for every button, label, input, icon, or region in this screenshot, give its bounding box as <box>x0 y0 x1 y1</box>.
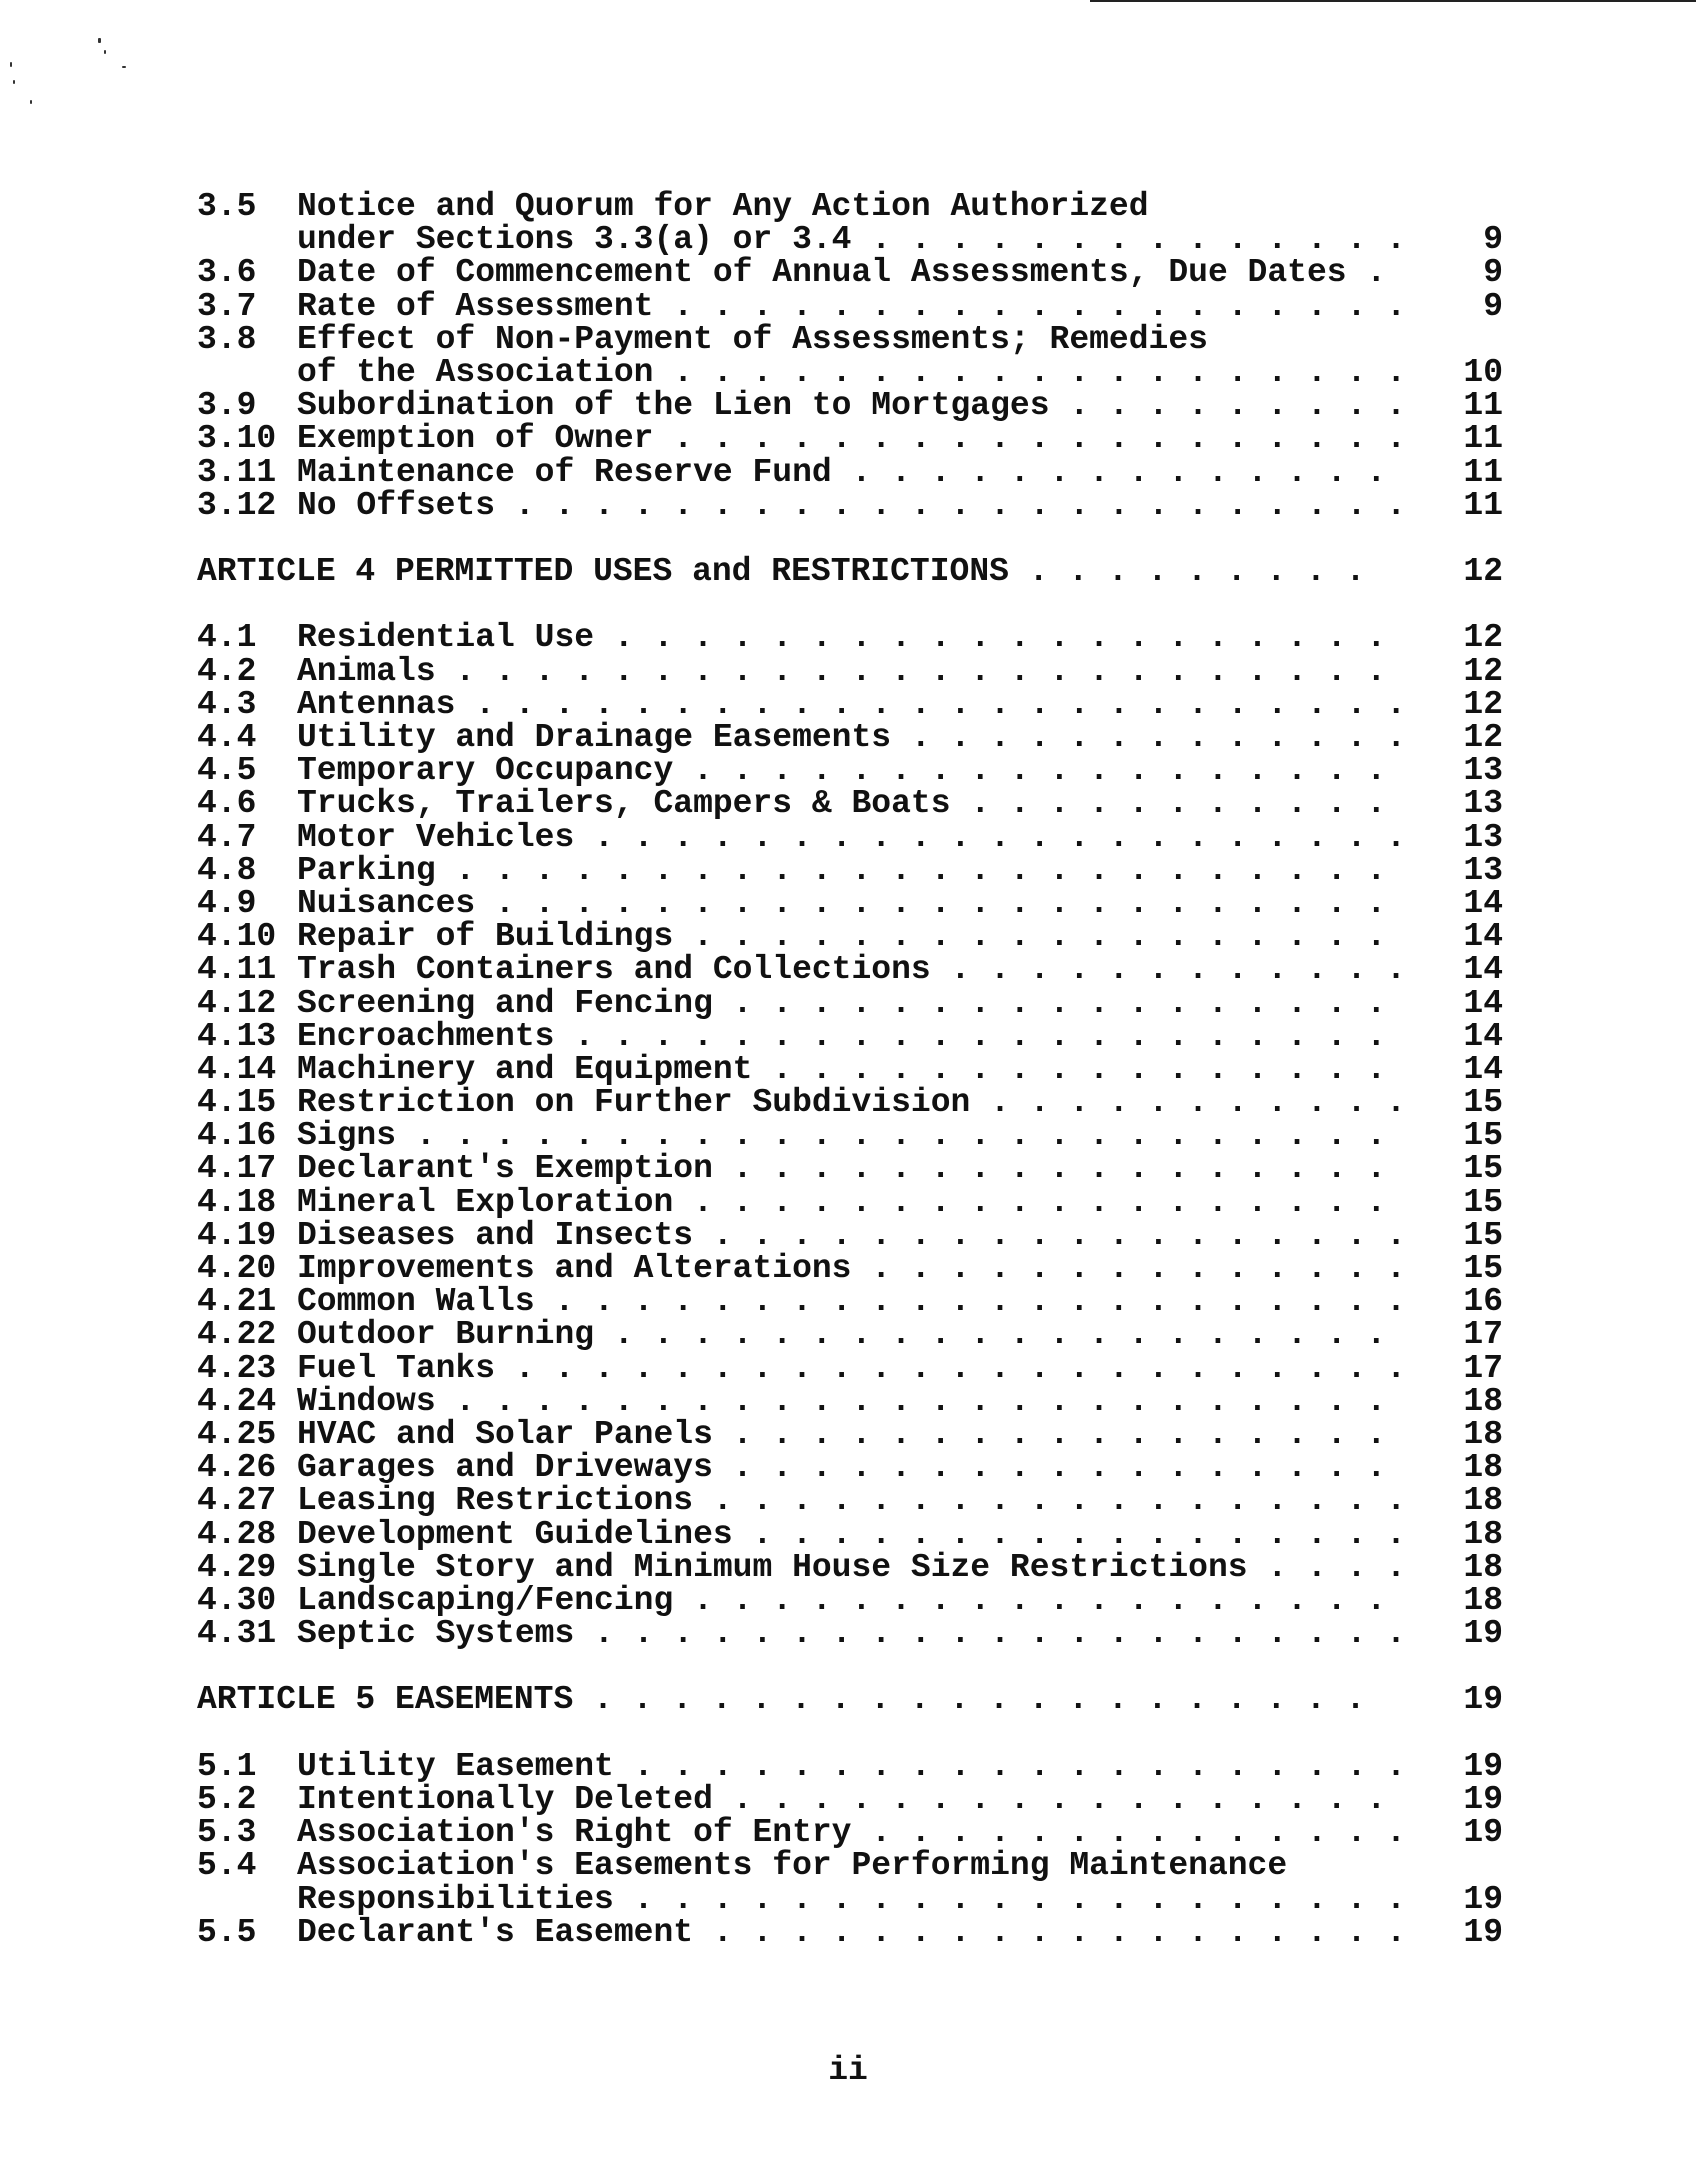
page-reference: 14 <box>1433 1020 1503 1053</box>
section-title-text: Landscaping/Fencing <box>297 1583 674 1618</box>
dot-leader: . . . . . . . . . . . . . . . . . . . . <box>613 1882 1406 1916</box>
dot-leader: . . . . . . . . . . . . . . . . . . . . . <box>574 820 1406 854</box>
section-title <box>297 953 1503 986</box>
page-reference: 17 <box>1433 1352 1503 1385</box>
section-title-text: Motor Vehicles <box>297 820 575 854</box>
section-title-text: Trash Containers and Collections <box>297 953 931 987</box>
section-title-text: Responsibilities <box>297 1882 614 1916</box>
dot-leader: . . . . . . . . . . . . . . <box>851 1816 1406 1850</box>
scan-speck <box>98 38 101 43</box>
section-title-text: Screening and Fencing <box>297 986 713 1020</box>
page-reference: 14 <box>1433 987 1503 1020</box>
dot-leader: . . . . . . . . . <box>1008 555 1366 589</box>
toc-entry-3-5 <box>197 190 1503 223</box>
toc-entry-5-5 <box>197 1916 1503 1949</box>
dot-leader: . . . . . . . . . . . . . . . . . . . . . . . . . <box>396 1119 1387 1153</box>
page-reference: 18 <box>1433 1551 1503 1584</box>
page-reference: 19 <box>1433 1683 1503 1716</box>
section-title-text: Encroachments <box>297 1019 555 1053</box>
scan-edge-line <box>1090 0 1696 2</box>
section-number: 4.29 <box>197 1550 277 1584</box>
section-title <box>297 987 1503 1020</box>
section-title <box>297 290 1503 323</box>
section-title-text: Animals <box>297 654 436 688</box>
dot-leader: . . . . . . . . . . . . . . . . . <box>712 1451 1387 1485</box>
page-reference: 12 <box>1433 688 1503 721</box>
section-number: 4.3 <box>197 687 257 721</box>
section-number: 5.5 <box>197 1915 257 1949</box>
dot-leader: . . . . . . . . . . . . . . . . . . <box>673 1583 1387 1618</box>
section-number: 4.13 <box>197 1019 277 1053</box>
page-reference: 15 <box>1433 1219 1503 1252</box>
section-number: 3.5 <box>197 190 257 224</box>
section-number: 5.2 <box>197 1783 257 1817</box>
section-title-text: Utility and Drainage Easements <box>297 721 892 755</box>
dot-leader: . . . . . . . . . . . . . . . . . . . . . . . <box>475 886 1387 921</box>
toc-entry-4-31 <box>197 1617 1503 1650</box>
section-title-text: under Sections 3.3(a) or 3.4 <box>297 223 852 257</box>
page-reference: 10 <box>1433 356 1503 389</box>
dot-leader: . . . . . . . . . . . . . . . . . . . <box>653 289 1406 323</box>
section-title <box>297 887 1503 920</box>
page-reference: 18 <box>1433 1385 1503 1418</box>
section-title <box>297 1119 1503 1152</box>
page-reference: 11 <box>1433 456 1503 489</box>
dot-leader: . . . . . . . . . . . . . . . . . . . . <box>594 621 1387 655</box>
page-reference: 18 <box>1433 1451 1503 1484</box>
section-title <box>297 821 1503 854</box>
dot-leader: . . . . . . . . . . . . . . <box>851 1252 1406 1286</box>
article-title <box>197 1683 1503 1716</box>
dot-leader: . . . . . . . . . . . . . . . . . <box>712 1417 1387 1452</box>
toc-entry-4-29 <box>197 1551 1503 1584</box>
section-number: 4.18 <box>197 1185 277 1219</box>
spacer <box>197 522 1503 555</box>
toc-entry-3-11 <box>197 456 1503 489</box>
toc-entry-5-2 <box>197 1783 1503 1816</box>
page-reference: 16 <box>1433 1285 1503 1318</box>
section-number: 5.3 <box>197 1816 257 1850</box>
toc-entry-5-4 <box>197 1883 1503 1916</box>
page-reference: 18 <box>1433 1518 1503 1551</box>
section-title <box>297 1484 1503 1517</box>
section-title <box>297 223 1503 256</box>
section-title-text: Fuel Tanks <box>297 1351 496 1385</box>
dot-leader: . . . . . . . . . . . . . . . . . . . . . . . <box>495 1351 1406 1385</box>
toc-entry-4-13 <box>197 1020 1503 1053</box>
section-title-text: Parking <box>297 853 436 887</box>
toc-entry-4-8 <box>197 854 1503 887</box>
section-title-text: Leasing Restrictions <box>297 1484 694 1518</box>
toc-entry-4-11 <box>197 953 1503 986</box>
dot-leader: . . . . . . . . . . . . . . <box>851 223 1406 257</box>
toc-entry-4-25 <box>197 1418 1503 1451</box>
toc-entry-4-23 <box>197 1352 1503 1385</box>
dot-leader: . . . . . . . . . . . . . . . . . . . . . <box>554 1019 1387 1053</box>
dot-leader: . <box>1346 256 1387 290</box>
toc-entry-3-9 <box>197 389 1503 422</box>
dot-leader: . . . . . . . . . . . . . . . . . <box>712 986 1387 1020</box>
page-reference: 9 <box>1433 256 1503 289</box>
section-number: 5.1 <box>197 1749 257 1783</box>
section-title <box>297 1318 1503 1351</box>
section-title-text: ARTICLE 4 PERMITTED USES and RESTRICTIONS <box>197 555 1009 589</box>
section-number: 4.14 <box>197 1052 277 1087</box>
toc-entry-5-1 <box>197 1750 1503 1783</box>
section-title-text: Temporary Occupancy <box>297 754 674 788</box>
page-reference: 15 <box>1433 1252 1503 1285</box>
toc-entry-4-21 <box>197 1285 1503 1318</box>
section-title <box>297 1086 1503 1119</box>
toc-entry-4-24 <box>197 1385 1503 1418</box>
dot-leader: . . . . . . . . . . . . . . . . . . . . . . . . <box>455 687 1406 721</box>
toc-entry-4-28 <box>197 1518 1503 1551</box>
page-reference: 18 <box>1433 1418 1503 1451</box>
section-number: 4.31 <box>197 1617 277 1651</box>
section-number: 3.11 <box>197 455 277 489</box>
toc-entry-3-12 <box>197 489 1503 522</box>
page-reference: 12 <box>1433 621 1503 654</box>
section-number: 3.8 <box>197 322 257 356</box>
dot-leader: . . . . . . . . . . . . . . . . . . <box>673 754 1387 788</box>
section-title <box>297 1916 1503 1949</box>
dot-leader: . . . . . . . . . . . . . . . . . . . . <box>613 1749 1406 1783</box>
section-number: 4.25 <box>197 1417 277 1452</box>
dot-leader: . . . . . . . . . . . . . . . . . <box>732 1517 1406 1551</box>
section-number: 4.27 <box>197 1484 277 1518</box>
spacer <box>197 1650 1503 1683</box>
page-reference: 12 <box>1433 655 1503 688</box>
section-title-text: Repair of Buildings <box>297 920 674 954</box>
section-title <box>297 854 1503 887</box>
section-title-text: Nuisances <box>297 886 476 921</box>
section-title <box>297 655 1503 688</box>
toc-entry-4-2 <box>197 655 1503 688</box>
page-reference: 13 <box>1433 754 1503 787</box>
section-title-text: of the Association <box>297 355 654 390</box>
section-number: 4.5 <box>197 754 257 788</box>
section-title <box>297 1219 1503 1252</box>
section-title-text: Common Walls <box>297 1285 535 1319</box>
section-title-text: Declarant's Easement <box>297 1915 694 1949</box>
section-number: 4.16 <box>197 1119 277 1153</box>
toc-entry-3-10 <box>197 422 1503 455</box>
section-title-text: Association's Easements for Performing Maintenance <box>297 1849 1288 1883</box>
section-title-text: Rate of Assessment <box>297 289 654 323</box>
section-number: 4.4 <box>197 721 257 755</box>
toc-entry-3-8 <box>197 323 1503 356</box>
section-title-text: Improvements and Alterations <box>297 1252 852 1286</box>
page-reference: 19 <box>1433 1883 1503 1916</box>
page-reference: 19 <box>1433 1816 1503 1849</box>
page-reference: 15 <box>1433 1119 1503 1152</box>
toc-entry-5-4 <box>197 1849 1503 1882</box>
page-reference: 11 <box>1433 422 1503 455</box>
toc-entry-4-4 <box>197 721 1503 754</box>
section-title-text: Notice and Quorum for Any Action Authorized <box>297 190 1149 224</box>
dot-leader: . . . . . . . . . . . . . <box>891 721 1406 755</box>
section-number: 4.30 <box>197 1583 277 1618</box>
toc-entry-4-27 <box>197 1484 1503 1517</box>
dot-leader: . . . . . . . . . . . . . . . . . . <box>693 1915 1406 1949</box>
article-4-heading <box>197 555 1503 588</box>
section-number: 3.7 <box>197 289 257 323</box>
section-number: 4.7 <box>197 820 257 854</box>
dot-leader: . . . . . . . . . . . . . . . . . . <box>693 1218 1406 1252</box>
section-title <box>297 190 1503 223</box>
section-title <box>297 422 1503 455</box>
dot-leader: . . . . . . . . . . . <box>970 1086 1406 1120</box>
page-reference: 11 <box>1433 389 1503 422</box>
section-number: 4.22 <box>197 1318 277 1352</box>
section-title <box>297 489 1503 522</box>
dot-leader: . . . . . . . . . . . . . . . . . <box>712 1783 1387 1817</box>
section-number: 4.21 <box>197 1285 277 1319</box>
section-number: 4.28 <box>197 1517 277 1551</box>
page-reference: 19 <box>1433 1783 1503 1816</box>
section-title-text: Exemption of Owner <box>297 422 654 456</box>
section-title <box>297 256 1503 289</box>
scan-speck <box>122 66 126 68</box>
section-title <box>297 1186 1503 1219</box>
section-title <box>297 1152 1503 1185</box>
section-title-text: Single Story and Minimum House Size Restrictions <box>297 1550 1248 1584</box>
section-number: 4.9 <box>197 886 257 921</box>
page-reference: 11 <box>1433 489 1503 522</box>
toc-entry-4-1 <box>197 621 1503 654</box>
page-reference: 17 <box>1433 1318 1503 1351</box>
toc-entry-4-9 <box>197 887 1503 920</box>
section-title <box>297 1750 1503 1783</box>
section-title <box>297 1285 1503 1318</box>
toc-entry-4-30 <box>197 1584 1503 1617</box>
toc-entry-4-12 <box>197 987 1503 1020</box>
section-number: 4.26 <box>197 1451 277 1485</box>
section-number: 3.9 <box>197 389 257 423</box>
page-reference: 19 <box>1433 1750 1503 1783</box>
section-title-text: Subordination of the Lien to Mortgages <box>297 389 1050 423</box>
page-reference: 14 <box>1433 1053 1503 1086</box>
section-title-text: Garages and Driveways <box>297 1451 713 1485</box>
toc-entry-4-16 <box>197 1119 1503 1152</box>
section-number: 4.24 <box>197 1384 277 1418</box>
dot-leader: . . . . . . . . . . . . . . . . . . . . . <box>574 1617 1406 1651</box>
section-title-text: Antennas <box>297 687 456 721</box>
section-number: 4.19 <box>197 1218 277 1252</box>
section-title <box>297 721 1503 754</box>
page-reference: 14 <box>1433 920 1503 953</box>
toc-entry-4-14 <box>197 1053 1503 1086</box>
section-title-text: Machinery and Equipment <box>297 1052 753 1087</box>
toc-entry-4-6 <box>197 787 1503 820</box>
page-reference: 14 <box>1433 887 1503 920</box>
dot-leader: . . . . . . . . . . . . . . . . . . . <box>653 355 1406 390</box>
section-title-text: Development Guidelines <box>297 1517 733 1551</box>
table-of-contents <box>197 190 1503 1949</box>
section-title <box>297 787 1503 820</box>
dot-leader: . . . . . . . . . . . . . . . . <box>752 1052 1387 1087</box>
page-reference: 13 <box>1433 787 1503 820</box>
scan-speck <box>30 100 32 104</box>
section-title <box>297 1584 1503 1617</box>
toc-entry-5-3 <box>197 1816 1503 1849</box>
page-reference: 14 <box>1433 953 1503 986</box>
dot-leader: . . . . . . . . . . . . <box>930 953 1406 987</box>
section-title <box>297 389 1503 422</box>
section-number: 3.10 <box>197 422 277 456</box>
section-title-text: No Offsets <box>297 488 496 522</box>
section-title-text: Date of Commencement of Annual Assessments, Due Dates <box>297 256 1347 290</box>
page-reference: 13 <box>1433 854 1503 887</box>
section-number: 4.12 <box>197 986 277 1020</box>
toc-entry-3-6 <box>197 256 1503 289</box>
toc-entry-4-7 <box>197 821 1503 854</box>
section-title-text: Association's Right of Entry <box>297 1816 852 1850</box>
toc-entry-4-10 <box>197 920 1503 953</box>
section-number: 4.20 <box>197 1252 277 1286</box>
section-number: 5.4 <box>197 1849 257 1883</box>
spacer <box>197 588 1503 621</box>
section-title <box>297 1385 1503 1418</box>
section-number: 4.23 <box>197 1351 277 1385</box>
toc-entry-3-8 <box>197 356 1503 389</box>
section-number: 4.15 <box>197 1086 277 1120</box>
dot-leader: . . . . . . . . . . . . . . . . . . <box>673 1185 1387 1219</box>
section-title <box>297 1352 1503 1385</box>
section-title <box>297 1020 1503 1053</box>
dot-leader: . . . . . . . . . . . . . . <box>831 455 1387 489</box>
section-number: 4.8 <box>197 853 257 887</box>
toc-entry-3-7 <box>197 290 1503 323</box>
dot-leader: . . . . . . . . . . . . . . . . . . . . . . . . <box>435 1384 1387 1418</box>
section-title <box>297 456 1503 489</box>
dot-leader: . . . . . . . . . . . <box>950 787 1387 821</box>
page-reference: 13 <box>1433 821 1503 854</box>
page-reference: 9 <box>1433 290 1503 323</box>
section-title <box>297 920 1503 953</box>
scan-speck <box>10 62 12 67</box>
section-title-text: Maintenance of Reserve Fund <box>297 455 832 489</box>
dot-leader: . . . . . . . . . . . . . . . . . . . . . . <box>534 1285 1406 1319</box>
section-title <box>297 323 1503 356</box>
dot-leader: . . . . . . . . . . . . . . . . . . <box>693 1484 1406 1518</box>
page-reference: 18 <box>1433 1584 1503 1617</box>
section-title <box>297 621 1503 654</box>
section-title-text: Trucks, Trailers, Campers & Boats <box>297 787 951 821</box>
page-reference: 15 <box>1433 1086 1503 1119</box>
section-title <box>297 1451 1503 1484</box>
section-title-text: ARTICLE 5 EASEMENTS <box>197 1683 574 1717</box>
toc-entry-4-15 <box>197 1086 1503 1119</box>
section-number: 4.2 <box>197 654 257 688</box>
section-title-text: Effect of Non-Payment of Assessments; Remedies <box>297 322 1208 356</box>
section-title-text: Septic Systems <box>297 1617 575 1651</box>
page-reference: 18 <box>1433 1484 1503 1517</box>
section-title <box>297 1816 1503 1849</box>
dot-leader: . . . . <box>1247 1550 1406 1584</box>
section-title-text: Utility Easement <box>297 1749 614 1783</box>
spacer <box>197 1717 1503 1750</box>
section-number: 4.6 <box>197 787 257 821</box>
section-title <box>297 688 1503 721</box>
page-reference: 12 <box>1433 555 1503 588</box>
dot-leader: . . . . . . . . . <box>1049 389 1406 423</box>
section-title-text: Mineral Exploration <box>297 1185 674 1219</box>
dot-leader: . . . . . . . . . . . . . . . . . <box>712 1152 1387 1186</box>
section-title-text: Signs <box>297 1119 397 1153</box>
page-number: ii <box>828 2052 868 2089</box>
page-reference: 19 <box>1433 1916 1503 1949</box>
section-number: 3.6 <box>197 256 257 290</box>
toc-entry-4-26 <box>197 1451 1503 1484</box>
dot-leader: . . . . . . . . . . . . . . . . . . . . <box>573 1683 1366 1717</box>
section-title-text: Restriction on Further Subdivision <box>297 1086 971 1120</box>
section-title <box>297 1849 1503 1882</box>
section-title <box>297 1418 1503 1451</box>
page-reference: 15 <box>1433 1186 1503 1219</box>
toc-entry-4-19 <box>197 1219 1503 1252</box>
dot-leader: . . . . . . . . . . . . . . . . . . . . . . . . <box>435 654 1387 688</box>
page-reference: 15 <box>1433 1152 1503 1185</box>
section-number: 4.1 <box>197 621 257 655</box>
section-title <box>297 356 1503 389</box>
section-title-text: Declarant's Exemption <box>297 1152 713 1186</box>
dot-leader: . . . . . . . . . . . . . . . . . . . . . . . . <box>435 853 1387 887</box>
section-number: 3.12 <box>197 488 277 522</box>
section-title-text: Windows <box>297 1384 436 1418</box>
section-title <box>297 1252 1503 1285</box>
dot-leader: . . . . . . . . . . . . . . . . . . . . <box>594 1318 1387 1352</box>
article-title <box>197 555 1503 588</box>
section-title <box>297 1617 1503 1650</box>
section-number: 4.17 <box>197 1152 277 1186</box>
page-reference: 9 <box>1433 223 1503 256</box>
toc-entry-4-22 <box>197 1318 1503 1351</box>
dot-leader: . . . . . . . . . . . . . . . . . . <box>673 920 1387 954</box>
dot-leader: . . . . . . . . . . . . . . . . . . . <box>653 422 1406 456</box>
toc-entry-4-3 <box>197 688 1503 721</box>
section-number: 4.10 <box>197 920 277 954</box>
section-title-text: Outdoor Burning <box>297 1318 595 1352</box>
section-title-text: Intentionally Deleted <box>297 1783 713 1817</box>
section-title <box>297 1551 1503 1584</box>
toc-entry-3-5 <box>197 223 1503 256</box>
scan-speck <box>104 50 106 54</box>
section-title <box>297 1518 1503 1551</box>
toc-entry-4-5 <box>197 754 1503 787</box>
section-title <box>297 1783 1503 1816</box>
article-5-heading <box>197 1683 1503 1716</box>
section-title <box>297 1883 1503 1916</box>
section-number: 4.11 <box>197 953 277 987</box>
dot-leader: . . . . . . . . . . . . . . . . . . . . . . . <box>495 488 1406 522</box>
scan-speck <box>13 80 15 84</box>
page-reference: 12 <box>1433 721 1503 754</box>
section-title-text: Diseases and Insects <box>297 1218 694 1252</box>
toc-entry-4-18 <box>197 1186 1503 1219</box>
section-title <box>297 754 1503 787</box>
page-reference: 19 <box>1433 1617 1503 1650</box>
section-title <box>297 1053 1503 1086</box>
section-title-text: HVAC and Solar Panels <box>297 1417 713 1452</box>
toc-entry-4-20 <box>197 1252 1503 1285</box>
toc-entry-4-17 <box>197 1152 1503 1185</box>
section-title-text: Residential Use <box>297 621 595 655</box>
